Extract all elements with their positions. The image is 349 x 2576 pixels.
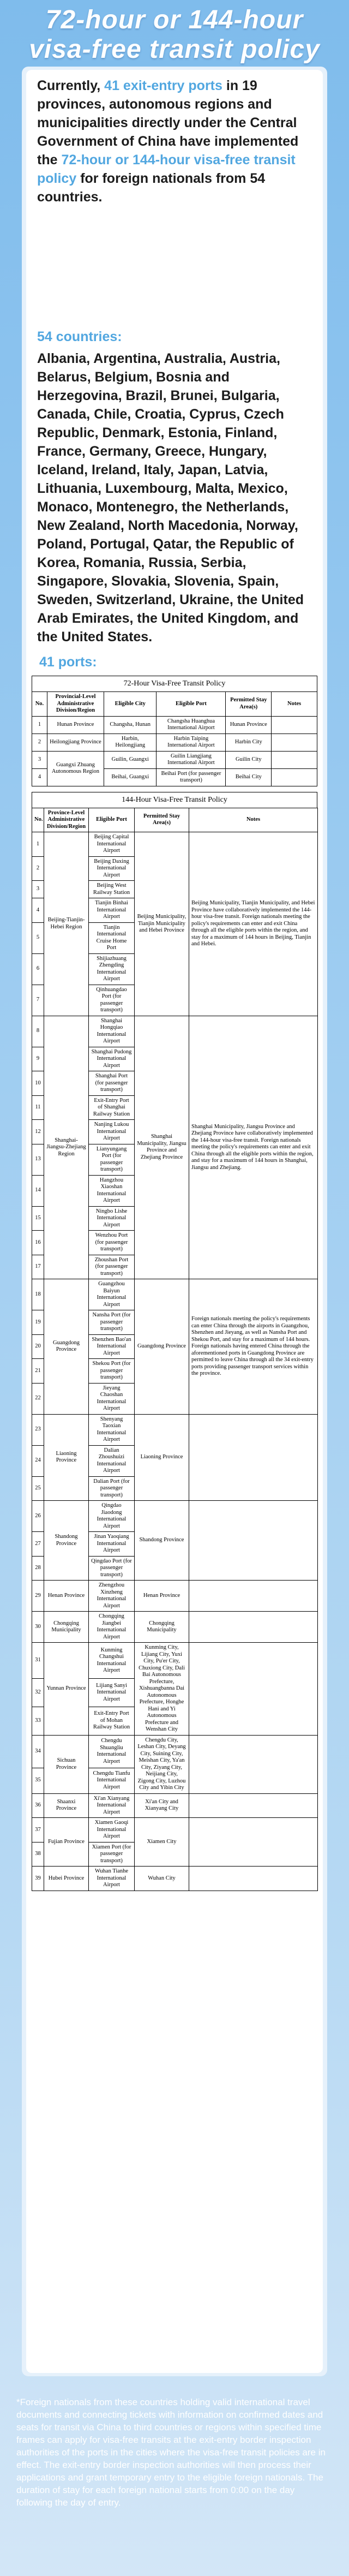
table-header-cell: Eligible Port [89, 808, 135, 832]
notes-cell [272, 716, 317, 734]
row-number: 23 [32, 1414, 44, 1445]
row-number: 21 [32, 1359, 44, 1384]
intro-text-2: in 19 provinces, autonomous regions and municipalities directly under the Central Government of China have implemented the [37, 78, 299, 168]
notes-cell [272, 768, 317, 786]
notes-cell [189, 1793, 318, 1818]
table-header-cell: Notes [272, 692, 317, 717]
table-header-cell: Eligible City [104, 692, 157, 717]
notes-cell: Beijing Municipality, Tianjin Municipality, and Hebei Province have collaboratively implemented the 144-hour visa-free transit. Foreign nationals meeting the policy's requirements can enter and exit China through all the eligible ports within the region, and stay for a maximum of 144 hours in Beijing, Tianjin and Hebei. [189, 832, 318, 1016]
stay-area-cell: Chongqing Municipality [135, 1612, 189, 1643]
intro-text-3: for foreign nationals from 54 countries. [37, 171, 266, 205]
table-72-hour [32, 691, 317, 786]
ports-heading: 41 ports: [39, 654, 97, 670]
region-cell: Shandong Province [44, 1501, 89, 1581]
row-number: 24 [32, 1445, 44, 1476]
row-number: 33 [32, 1707, 44, 1735]
eligible-port-cell: Dalian Zhoushuizi International Airport [89, 1445, 135, 1476]
ports-tables [32, 676, 317, 1891]
row-number: 13 [32, 1144, 44, 1175]
row-number: 35 [32, 1768, 44, 1793]
row-number: 36 [32, 1793, 44, 1818]
row-number: 31 [32, 1643, 44, 1679]
row-number: 1 [32, 716, 47, 734]
eligible-port-cell: Ningbo Lishe International Airport [89, 1206, 135, 1231]
table-72-header-row [32, 692, 317, 717]
row-number: 2 [32, 856, 44, 881]
title-line-2: visa-free transit policy [29, 35, 320, 64]
row-number: 16 [32, 1231, 44, 1255]
region-cell: Hunan Province [47, 716, 104, 734]
region-cell: Chongqing Municipality [44, 1612, 89, 1643]
eligible-port-cell: Zhoushan Port (for passenger transport) [89, 1255, 135, 1279]
eligible-port-cell: Shenzhen Bao'an International Airport [89, 1334, 135, 1359]
table-row [32, 1016, 318, 1047]
region-cell: Fujian Province [44, 1818, 89, 1867]
stay-area-cell: Liaoning Province [135, 1414, 189, 1501]
page-title [16, 5, 333, 64]
eligible-city-cell: Changsha, Hunan [104, 716, 157, 734]
notes-cell: Foreign nationals meeting the policy's requirements can enter China through the airports in Guangzhou, Shenzhen and Jieyang, as well as Nansha Port and Shekou Port, and stay for a maximum of 144 hours. Foreign nationals having entered China through the aforementioned ports in Guangdong Province are permitted to leave China through all the 34 exit-entry ports providing passenger transport services within the province. [189, 1279, 318, 1415]
row-number: 39 [32, 1867, 44, 1891]
eligible-port-cell: Shijiazhuang Zhengding International Airport [89, 953, 135, 985]
table-row [32, 1735, 318, 1768]
stay-area-cell: Harbin City [226, 734, 272, 751]
region-cell: Hubei Province [44, 1867, 89, 1891]
notes-cell [189, 1501, 318, 1581]
table-row [32, 734, 317, 751]
row-number: 28 [32, 1556, 44, 1581]
intro-ports-count: 41 exit-entry ports [104, 78, 222, 93]
notes-cell [189, 1414, 318, 1501]
eligible-port-cell: Tianjin International Cruise Home Port [89, 922, 135, 953]
row-number: 3 [32, 751, 47, 768]
stay-area-cell: Wuhan City [135, 1867, 189, 1891]
row-number: 15 [32, 1206, 44, 1231]
region-cell: Henan Province [44, 1581, 89, 1612]
countries-list: Albania, Argentina, Australia, Austria, Belarus, Belgium, Bosnia and Herzegovina, Brazil, Brunei, Bulgaria, Canada, Chile, Croatia, Cyprus, Czech Republic, Denmark, Estonia, Finland, France, Germany, Greece, Hungary, Iceland, Ireland, Italy, Japan, Latvia, Lithuania, Luxembourg, Malta, Mexico, Monaco, Montenegro, the Netherlands, New Zealand, North Macedonia, Norway, Poland, Portugal, Qatar, the Republic of Korea, Romania, Russia, Serbia, Singapore, Slovakia, Slovenia, Spain, Sweden, Switzerland, Ukraine, the United Arab Emirates, the United Kingdom, and the United States. [37, 351, 304, 645]
region-cell: Guangxi Zhuang Autonomous Region [47, 751, 104, 786]
row-number: 19 [32, 1310, 44, 1335]
table-row [32, 1581, 318, 1612]
row-number: 20 [32, 1334, 44, 1359]
eligible-port-cell: Guangzhou Baiyun International Airport [89, 1279, 135, 1310]
stay-area-cell: Shandong Province [135, 1501, 189, 1581]
stay-area-cell: Hunan Province [226, 716, 272, 734]
eligible-port-cell: Shekou Port (for passenger transport) [89, 1359, 135, 1384]
row-number: 10 [32, 1071, 44, 1096]
eligible-port-cell: Qingdao Port (for passenger transport) [89, 1556, 135, 1581]
eligible-port-cell: Exit-Entry Port of Shanghai Railway Station [89, 1095, 135, 1120]
table-header-cell: Provincial-Level Administrative Division/Region [47, 692, 104, 717]
eligible-port-cell: Nanjing Lukou International Airport [89, 1120, 135, 1144]
row-number: 32 [32, 1679, 44, 1707]
table-row [32, 751, 317, 768]
eligible-port-cell: Shenyang Taoxian International Airport [89, 1414, 135, 1445]
eligible-port-cell: Changsha Huanghua International Airport [157, 716, 226, 734]
region-cell: Liaoning Province [44, 1414, 89, 1501]
region-cell: Shanghai-Jiangsu-Zhejiang Region [44, 1016, 89, 1279]
eligible-port-cell: Xiamen Port (for passenger transport) [89, 1842, 135, 1867]
row-number: 11 [32, 1095, 44, 1120]
eligible-port-cell: Hangzhou Xiaoshan International Airport [89, 1175, 135, 1206]
notes-cell [189, 1612, 318, 1643]
table-header-cell: Permitted Stay Area(s) [226, 692, 272, 717]
notes-cell [189, 1867, 318, 1891]
table-row [32, 1612, 318, 1643]
table-header-cell: No. [32, 692, 47, 717]
notes-cell [189, 1643, 318, 1736]
table-144-hour [32, 808, 318, 1891]
eligible-port-cell: Nansha Port (for passenger transport) [89, 1310, 135, 1335]
row-number: 18 [32, 1279, 44, 1310]
row-number: 25 [32, 1476, 44, 1501]
row-number: 27 [32, 1532, 44, 1557]
table-row [32, 1818, 318, 1842]
eligible-port-cell: Kunming Changshui International Airport [89, 1643, 135, 1679]
eligible-port-cell: Jinan Yaoqiang International Airport [89, 1532, 135, 1557]
region-cell: Yunnan Province [44, 1643, 89, 1736]
region-cell: Beijing-Tianjin-Hebei Region [44, 832, 89, 1016]
eligible-port-cell: Xi'an Xianyang International Airport [89, 1793, 135, 1818]
table-144-caption: 144-Hour Visa-Free Transit Policy [32, 792, 317, 808]
table-header-cell: Notes [189, 808, 318, 832]
row-number: 6 [32, 953, 44, 985]
region-cell: Sichuan Province [44, 1735, 89, 1793]
notes-cell [189, 1818, 318, 1867]
eligible-port-cell: Qingdao Jiaodong International Airport [89, 1501, 135, 1532]
title-line-1: 72-hour or 144-hour [45, 5, 304, 34]
table-row [32, 1501, 318, 1532]
eligible-port-cell: Beihai Port (for passenger transport) [157, 768, 226, 786]
stay-area-cell: Xi'an City and Xianyang City [135, 1793, 189, 1818]
stay-area-cell: Henan Province [135, 1581, 189, 1612]
eligible-port-cell: Shanghai Hongqiao International Airport [89, 1016, 135, 1047]
eligible-port-cell: Guilin Liangjiang International Airport [157, 751, 226, 768]
row-number: 22 [32, 1383, 44, 1414]
stay-area-cell: Guangdong Province [135, 1279, 189, 1415]
table-144-body [32, 832, 318, 1891]
region-cell: Shaanxi Province [44, 1793, 89, 1818]
eligible-port-cell: Qinhuangdao Port (for passenger transport) [89, 985, 135, 1016]
eligible-port-cell: Xiamen Gaoqi International Airport [89, 1818, 135, 1842]
row-number: 9 [32, 1047, 44, 1071]
footnote: *Foreign nationals from these countries holding valid international travel documents and connecting tickets with information on confirmed dates and seats for transit via China to third countries or regions within specified time frames can apply for visa-free transits at the exit-entry border inspection authorities of the ports in the cities where the visa-free transit policies are in effect. The exit-entry border inspection authorities will then process their applications and grant temporary entry to the eligible foreign nationals. The duration of stay for each foreign national starts from 0:00 on the day following the day of entry. [16, 2397, 326, 2508]
row-number: 17 [32, 1255, 44, 1279]
eligible-city-cell: Beihai, Guangxi [104, 768, 157, 786]
eligible-port-cell: Tianjin Binhai International Airport [89, 898, 135, 923]
eligible-city-cell: Harbin, Heilongjiang [104, 734, 157, 751]
stay-area-cell: Guilin City [226, 751, 272, 768]
eligible-port-cell: Dalian Port (for passenger transport) [89, 1476, 135, 1501]
eligible-port-cell: Harbin Taiping International Airport [157, 734, 226, 751]
stay-area-cell: Xiamen City [135, 1818, 189, 1867]
stay-area-cell: Beihai City [226, 768, 272, 786]
notes-cell: Shanghai Municipality, Jiangsu Province and Zhejiang Province have collaboratively implemented the 144-hour visa-free transit. Foreign nationals meeting the policy's requirements can enter and exit China through all the eligible ports within the region, and stay for a maximum of 144 hours in Shanghai, Jiangsu and Zhejiang. [189, 1016, 318, 1279]
stay-area-cell: Kunming City, Lijiang City, Yuxi City, Pu'er City, Chuxiong City, Dali Bai Autonomous Prefecture, Xishuangbanna Dai Autonomous Prefecture, Honghe Hani and Yi Autonomous Prefecture and Wenshan City [135, 1643, 189, 1736]
intro-text-1: Currently, [37, 78, 105, 93]
stay-area-cell: Beijing Municipality, Tianjin Municipality and Hebei Province [135, 832, 189, 1016]
eligible-port-cell: Beijing West Railway Station [89, 881, 135, 898]
table-row [32, 1414, 318, 1445]
row-number: 26 [32, 1501, 44, 1532]
stay-area-cell: Chengdu City, Leshan City, Deyang City, Suining City, Meishan City, Ya'an City, Ziyang City, Neijiang City, Zigong City, Luzhou City and Yibin City [135, 1735, 189, 1793]
eligible-port-cell: Chengdu Tianfu International Airport [89, 1768, 135, 1793]
table-row [32, 1643, 318, 1679]
table-row [32, 1279, 318, 1310]
row-number: 3 [32, 881, 44, 898]
notes-cell [272, 751, 317, 768]
row-number: 5 [32, 922, 44, 953]
eligible-port-cell: Chengdu Shuangliu International Airport [89, 1735, 135, 1768]
table-144-header-row [32, 808, 318, 832]
row-number: 2 [32, 734, 47, 751]
notes-cell [189, 1581, 318, 1612]
eligible-port-cell: Jieyang Chaoshan International Airport [89, 1383, 135, 1414]
row-number: 4 [32, 768, 47, 786]
row-number: 1 [32, 832, 44, 857]
intro-paragraph [37, 76, 312, 206]
row-number: 4 [32, 898, 44, 923]
intro-policy-name: 72-hour or 144-hour visa-free transit policy [37, 152, 296, 186]
row-number: 7 [32, 985, 44, 1016]
row-number: 29 [32, 1581, 44, 1612]
eligible-port-cell: Shanghai Port (for passenger transport) [89, 1071, 135, 1096]
table-row [32, 1793, 318, 1818]
region-cell: Heilongjiang Province [47, 734, 104, 751]
stay-area-cell: Shanghai Municipality, Jiangsu Province and Zhejiang Province [135, 1016, 189, 1279]
eligible-port-cell: Chongqing Jiangbei International Airport [89, 1612, 135, 1643]
eligible-city-cell: Guilin, Guangxi [104, 751, 157, 768]
table-row [32, 716, 317, 734]
table-header-cell: Permitted Stay Area(s) [135, 808, 189, 832]
table-72-caption: 72-Hour Visa-Free Transit Policy [32, 676, 317, 691]
row-number: 37 [32, 1818, 44, 1842]
table-header-cell: No. [32, 808, 44, 832]
table-row [32, 1867, 318, 1891]
row-number: 8 [32, 1016, 44, 1047]
eligible-port-cell: Exit-Entry Port of Mohan Railway Station [89, 1707, 135, 1735]
table-header-cell: Province-Level Administrative Division/Region [44, 808, 89, 832]
row-number: 38 [32, 1842, 44, 1867]
row-number: 30 [32, 1612, 44, 1643]
table-72-body [32, 716, 317, 786]
eligible-port-cell: Beijing Daxing International Airport [89, 856, 135, 881]
row-number: 34 [32, 1735, 44, 1768]
region-cell: Guangdong Province [44, 1279, 89, 1415]
notes-cell [272, 734, 317, 751]
eligible-port-cell: Wenzhou Port (for passenger transport) [89, 1231, 135, 1255]
row-number: 14 [32, 1175, 44, 1206]
eligible-port-cell: Shanghai Pudong International Airport [89, 1047, 135, 1071]
eligible-port-cell: Zhengzhou Xinzheng International Airport [89, 1581, 135, 1612]
table-header-cell: Eligible Port [157, 692, 226, 717]
eligible-port-cell: Beijing Capital International Airport [89, 832, 135, 857]
eligible-port-cell: Lianyungang Port (for passenger transport) [89, 1144, 135, 1175]
notes-cell [189, 1735, 318, 1793]
countries-heading: 54 countries: [37, 329, 122, 344]
table-row [32, 832, 318, 857]
eligible-port-cell: Lijiang Sanyi International Airport [89, 1679, 135, 1707]
row-number: 12 [32, 1120, 44, 1144]
eligible-port-cell: Wuhan Tianhe International Airport [89, 1867, 135, 1891]
